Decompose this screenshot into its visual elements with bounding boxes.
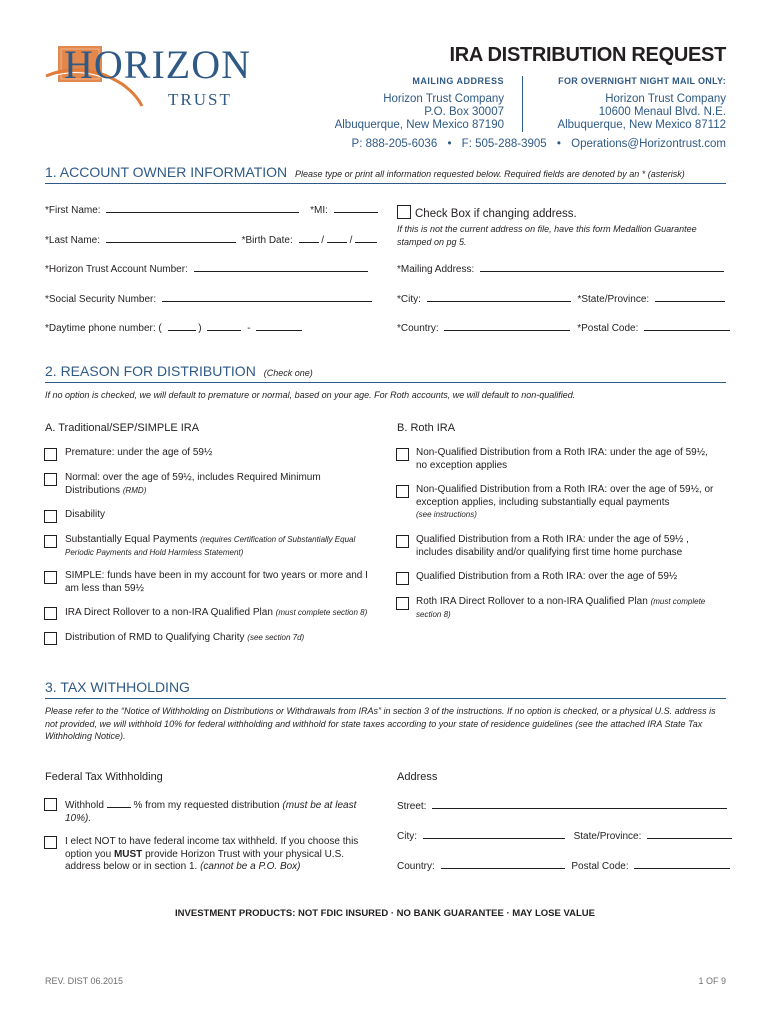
ssn-label: *Social Security Number:	[45, 294, 157, 305]
overnight-address	[557, 93, 726, 132]
rmd-charity-checkbox[interactable]	[44, 632, 57, 645]
normal-checkbox[interactable]	[44, 473, 57, 486]
page-number: 1 OF 9	[698, 976, 726, 986]
no-withhold-text: I elect NOT to have federal income tax withheld. If you choose this option you MUST provide Horizon Trust with your physical U.S. address below or in section 1. (cannot be a P.O. Box)	[65, 836, 359, 872]
b-option-text: Non-Qualified Distribution from a Roth IRA: over the age of 59½, or exception applies, including substantially equal payments (see instructions)	[416, 484, 714, 519]
country-field[interactable]	[441, 859, 565, 869]
first-name-field[interactable]	[106, 203, 299, 213]
section-2-note: (Check one)	[263, 368, 313, 378]
postal-field[interactable]	[634, 859, 730, 869]
withhold-checkbox[interactable]	[44, 798, 57, 811]
section-3-heading	[45, 679, 190, 695]
section-divider	[45, 382, 726, 383]
phone-dash: -	[247, 323, 251, 334]
roth-q-over-checkbox[interactable]	[396, 572, 409, 585]
overnight-line-3: Albuquerque, New Mexico 87112	[557, 119, 726, 131]
section-divider	[45, 183, 726, 184]
roth-q-under-checkbox[interactable]	[396, 535, 409, 548]
birth-month-field[interactable]	[299, 233, 319, 243]
country-field[interactable]	[444, 321, 570, 331]
change-address-checkbox[interactable]	[397, 205, 411, 219]
state-field[interactable]	[655, 292, 725, 302]
section-3-title: 3. TAX WITHHOLDING	[45, 679, 190, 695]
account-number-row	[45, 262, 368, 275]
section-1-title: 1. ACCOUNT OWNER INFORMATION	[45, 164, 288, 180]
last-name-row	[45, 233, 377, 246]
account-number-label: *Horizon Trust Account Number:	[45, 264, 188, 275]
date-slash: /	[349, 235, 353, 246]
a-option-text: SIMPLE: funds have been in my account for two years or more and I am less than 59½	[65, 570, 368, 594]
first-name-row	[45, 203, 378, 216]
simple-checkbox[interactable]	[44, 571, 57, 584]
mailing-address-row	[397, 262, 724, 275]
postal-field[interactable]	[644, 321, 730, 331]
street-field[interactable]	[432, 799, 727, 809]
b-option-text: Qualified Distribution from a Roth IRA: over the age of 59½	[416, 571, 678, 582]
a-option-text: Disability	[65, 509, 106, 520]
city-field[interactable]	[427, 292, 571, 302]
withhold-percent-field[interactable]	[107, 798, 131, 808]
account-number-field[interactable]	[194, 262, 368, 272]
phone-area-field[interactable]	[168, 321, 196, 331]
b-option-text: Qualified Distribution from a Roth IRA: under the age of 59½ , includes disability and/or qualifying first time home purchase	[416, 534, 689, 558]
logo-name: HORIZON	[64, 42, 251, 87]
contact-fax: F: 505-288-3905	[461, 138, 547, 150]
mailing-address-label: *Mailing Address:	[397, 264, 475, 275]
country-label: Country:	[397, 861, 435, 872]
mi-field[interactable]	[334, 203, 378, 213]
state-label: *State/Province:	[577, 294, 650, 305]
state-field[interactable]	[647, 829, 732, 839]
federal-tax-heading: Federal Tax Withholding	[45, 771, 163, 783]
section-2-title: 2. REASON FOR DISTRIBUTION	[45, 363, 256, 379]
first-name-label: *First Name:	[45, 205, 101, 216]
section-2-instructions: If no option is checked, we will default to premature or normal, based on your age. For Roth accounts, we will default to non-qualified.	[45, 390, 576, 400]
change-address-label: Check Box if changing address.	[415, 208, 577, 220]
phone-label: *Daytime phone number: (	[45, 323, 162, 334]
last-name-field[interactable]	[106, 233, 236, 243]
mailing-label: MAILING ADDRESS	[412, 76, 504, 86]
roth-nq-under-checkbox[interactable]	[396, 448, 409, 461]
a-option-text: IRA Direct Rollover to a non-IRA Qualified Plan (must complete section 8)	[65, 607, 368, 618]
date-slash: /	[321, 235, 325, 246]
no-withhold-checkbox[interactable]	[44, 836, 57, 849]
street-label: Street:	[397, 801, 427, 812]
state-label: State/Province:	[573, 831, 642, 842]
a-option-text: Premature: under the age of 59½	[65, 447, 213, 458]
mailing-line-2: P.O. Box 30007	[424, 106, 504, 118]
mailing-address	[335, 93, 504, 132]
tax-city-row	[397, 829, 732, 842]
contact-line	[352, 138, 726, 150]
disability-checkbox[interactable]	[44, 510, 57, 523]
mailing-address-field[interactable]	[480, 262, 724, 272]
tax-country-row	[397, 859, 730, 872]
ira-rollover-checkbox[interactable]	[44, 607, 57, 620]
phone-paren: )	[198, 323, 202, 334]
page-title: IRA DISTRIBUTION REQUEST	[449, 44, 726, 66]
overnight-label: FOR OVERNIGHT NIGHT MAIL ONLY:	[558, 76, 726, 86]
logo-sub: TRUST	[168, 90, 232, 109]
birth-day-field[interactable]	[327, 233, 347, 243]
city-label: *City:	[397, 294, 421, 305]
mailing-line-1: Horizon Trust Company	[383, 93, 504, 105]
ssn-row	[45, 292, 372, 305]
a-option-text: Substantially Equal Payments (requires Certification of Substantially Equal Periodic Payments and Hold Harmless Statement)	[65, 534, 356, 557]
section-1-heading	[45, 164, 685, 180]
phone-line-field[interactable]	[256, 321, 302, 331]
logo	[44, 40, 299, 112]
overnight-line-1: Horizon Trust Company	[605, 93, 726, 105]
ssn-field[interactable]	[162, 292, 372, 302]
city-field[interactable]	[423, 829, 565, 839]
street-row	[397, 799, 727, 812]
section-divider	[45, 698, 726, 699]
birth-year-field[interactable]	[355, 233, 377, 243]
last-name-label: *Last Name:	[45, 235, 101, 246]
withhold-text: Withhold % from my requested distribution (must be at least 10%).	[65, 800, 357, 824]
bullet-sep: •	[556, 138, 561, 150]
contact-email[interactable]: Operations@Horizontrust.com	[571, 138, 726, 150]
substantially-equal-checkbox[interactable]	[44, 535, 57, 548]
country-label: *Country:	[397, 323, 439, 334]
a-option-text: Normal: over the age of 59½, includes Required Minimum Distributions (RMD)	[65, 472, 321, 496]
phone-prefix-field[interactable]	[207, 321, 241, 331]
city-row	[397, 292, 725, 305]
traditional-ira-heading: A. Traditional/SEP/SIMPLE IRA	[45, 422, 200, 434]
roth-rollover-checkbox[interactable]	[396, 597, 409, 610]
bullet-sep: •	[447, 138, 452, 150]
a-option-text: Distribution of RMD to Qualifying Charity (see section 7d)	[65, 632, 305, 643]
birth-date-label: *Birth Date:	[241, 235, 293, 246]
overnight-line-2: 10600 Menaul Blvd. N.E.	[598, 106, 726, 118]
section-1-note: Please type or print all information requested below. Required fields are denoted by an * (asterisk)	[295, 169, 685, 179]
section-2-heading	[45, 363, 313, 379]
address-heading: Address	[397, 771, 438, 783]
phone-row	[45, 321, 302, 334]
mi-label: *MI:	[310, 205, 328, 216]
b-option-text: Non-Qualified Distribution from a Roth IRA: under the age of 59½, no exception applies	[416, 447, 708, 471]
roth-ira-heading: B. Roth IRA	[397, 422, 456, 434]
premature-checkbox[interactable]	[44, 448, 57, 461]
postal-label: *Postal Code:	[577, 323, 639, 334]
section-3-instructions: Please refer to the “Notice of Withholding on Distributions or Withdrawals from IRAs” in section 3 of the instructions. If no option is checked, or a physical U.S. address is not provided, we will withhold 10% for federal withholding and withhold for state taxes according to your state of residence guidelines (see the attached IRA State Tax Withholding Notice).	[45, 706, 716, 741]
disclaimer: INVESTMENT PRODUCTS: NOT FDIC INSURED · NO BANK GUARANTEE · MAY LOSE VALUE	[175, 908, 595, 919]
mailing-divider	[522, 76, 523, 132]
contact-phone: P: 888-205-6036	[351, 138, 438, 150]
change-address-note: If this is not the current address on file, have this form Medallion Guarantee stamped on pg 5.	[397, 224, 697, 247]
city-label: City:	[397, 831, 417, 842]
postal-label: Postal Code:	[571, 861, 629, 872]
mailing-line-3: Albuquerque, New Mexico 87190	[334, 119, 504, 131]
country-row	[397, 321, 730, 334]
revision-label: REV. DIST 06.2015	[45, 976, 124, 986]
b-option-text: Roth IRA Direct Rollover to a non-IRA Qualified Plan (must complete section 8)	[416, 596, 706, 619]
roth-nq-over-checkbox[interactable]	[396, 485, 409, 498]
